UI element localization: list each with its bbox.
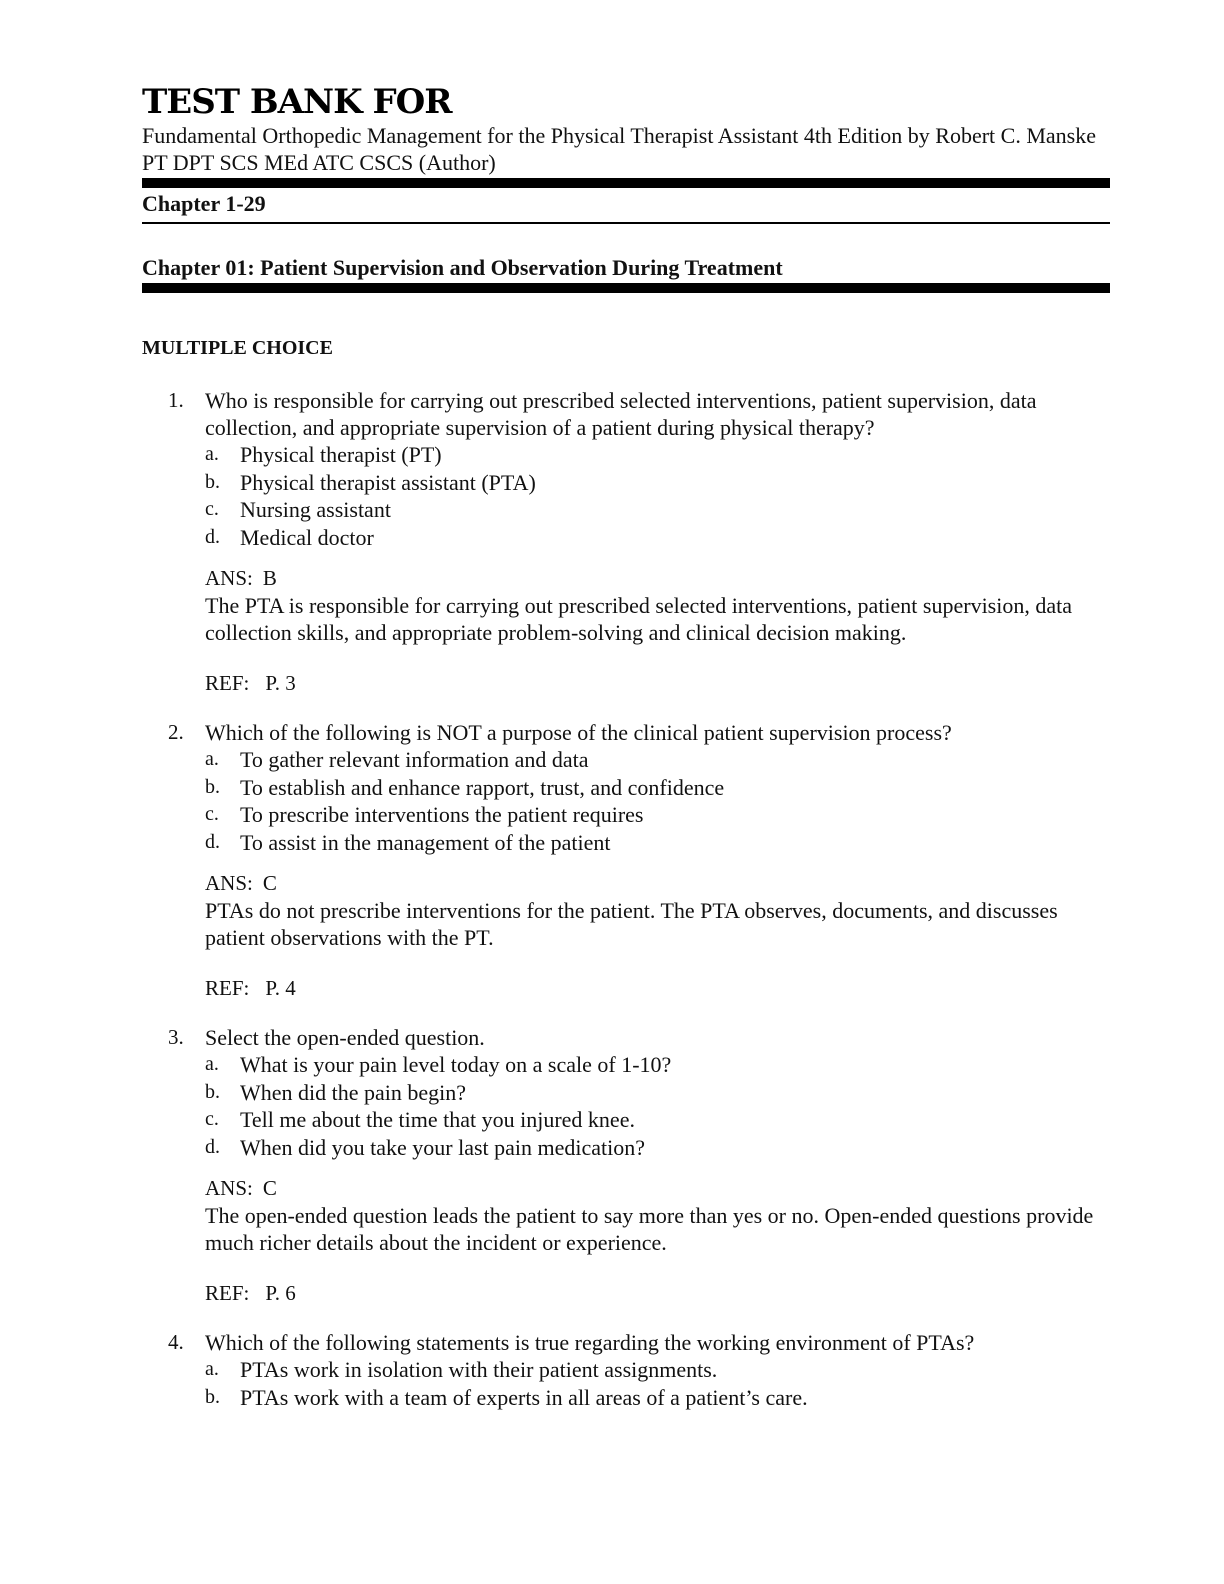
- answer-key: [205, 1175, 1110, 1202]
- option-text: Physical therapist (PT): [240, 442, 442, 467]
- question-number: 3.: [168, 1025, 184, 1049]
- header-rule: [142, 178, 1110, 188]
- answer-option: [205, 441, 1110, 469]
- option-text: When did you take your last pain medication?: [240, 1134, 646, 1160]
- answer-key: [205, 565, 1110, 592]
- option-letter: a.: [205, 1053, 219, 1075]
- question-text: Who is responsible for carrying out prescribed selected interventions, patient supervision, data collection, and appropriate supervision of a patient during physical therapy?: [205, 388, 1037, 440]
- option-letter: d.: [205, 830, 220, 853]
- option-letter: d.: [205, 525, 220, 548]
- option-letter: b.: [205, 775, 220, 798]
- reference-label: REF:: [205, 1281, 250, 1305]
- answer-option: [205, 1356, 1110, 1384]
- question-number: 1.: [168, 388, 184, 412]
- question-item: [142, 1024, 1110, 1307]
- option-text: To establish and enhance rapport, trust, and confidence: [240, 774, 725, 800]
- answer-option: [205, 1384, 1110, 1412]
- option-letter: c.: [205, 1108, 219, 1130]
- answer-option: [205, 1134, 1110, 1162]
- answer-value: C: [262, 1176, 277, 1200]
- option-text: PTAs work in isolation with their patient assignments.: [240, 1357, 718, 1382]
- reference-label: REF:: [205, 671, 250, 695]
- page-reference: [205, 975, 1110, 1002]
- option-letter: d.: [205, 1135, 220, 1158]
- answer-option: [205, 1079, 1110, 1107]
- answer-option: [205, 524, 1110, 552]
- option-list: [205, 1051, 1110, 1161]
- answer-option: [205, 774, 1110, 802]
- option-list: [205, 746, 1110, 856]
- chapter-title-rule: [142, 283, 1110, 293]
- question-item: [142, 1329, 1110, 1411]
- option-letter: a.: [205, 748, 219, 770]
- option-letter: b.: [205, 1385, 220, 1408]
- page-reference: [205, 1280, 1110, 1307]
- answer-option: [205, 801, 1110, 829]
- option-letter: c.: [205, 803, 219, 825]
- answer-option: [205, 1051, 1110, 1079]
- answer-option: [205, 1106, 1110, 1134]
- option-letter: b.: [205, 1080, 220, 1103]
- chapter-range-rule: [142, 222, 1110, 224]
- option-letter: a.: [205, 1358, 219, 1380]
- question-text: Select the open-ended question.: [205, 1025, 485, 1050]
- question-text: Which of the following is NOT a purpose of the clinical patient supervision process?: [205, 720, 952, 745]
- option-text: To assist in the management of the patient: [240, 829, 611, 855]
- option-text: Medical doctor: [240, 524, 374, 550]
- answer-option: [205, 469, 1110, 497]
- answer-value: C: [262, 871, 277, 895]
- brand-heading: TEST BANK FOR: [142, 82, 452, 122]
- book-title: Fundamental Orthopedic Management for the Physical Therapist Assistant 4th Edition by Robert C. Manske PT DPT SCS MEd ATC CSCS (Author): [142, 123, 1096, 175]
- question-text: Which of the following statements is true regarding the working environment of PTAs?: [205, 1330, 975, 1355]
- answer-rationale: PTAs do not prescribe interventions for the patient. The PTA observes, documents, and discusses patient observations with the PT.: [205, 898, 1058, 950]
- answer-label: ANS:: [205, 871, 253, 895]
- option-list: [205, 441, 1110, 551]
- reference-value: P. 6: [265, 1281, 296, 1305]
- reference-label: REF:: [205, 976, 250, 1000]
- question-item: [142, 387, 1110, 697]
- answer-option: [205, 746, 1110, 774]
- option-list: [205, 1356, 1110, 1411]
- document-page: [142, 82, 1110, 1433]
- page-reference: [205, 670, 1110, 697]
- option-text: Nursing assistant: [240, 497, 391, 522]
- answer-rationale: The PTA is responsible for carrying out prescribed selected interventions, patient supervision, data collection skills, and appropriate problem-solving and clinical decision making.: [205, 593, 1073, 645]
- option-text: What is your pain level today on a scale of 1-10?: [240, 1052, 672, 1077]
- answer-label: ANS:: [205, 1176, 253, 1200]
- section-heading: MULTIPLE CHOICE: [142, 337, 333, 359]
- answer-rationale: The open-ended question leads the patient to say more than yes or no. Open-ended questions provide much richer details about the incident or experience.: [205, 1203, 1094, 1255]
- option-text: Physical therapist assistant (PTA): [240, 469, 536, 495]
- option-letter: a.: [205, 443, 219, 465]
- option-text: To prescribe interventions the patient requires: [240, 802, 644, 827]
- chapter-title: Chapter 01: Patient Supervision and Observation During Treatment: [142, 255, 783, 280]
- answer-option: [205, 496, 1110, 524]
- question-list: [142, 387, 1110, 1411]
- question-number: 4.: [168, 1330, 184, 1354]
- option-text: Tell me about the time that you injured knee.: [240, 1107, 635, 1132]
- question-item: [142, 719, 1110, 1002]
- option-text: To gather relevant information and data: [240, 747, 589, 772]
- option-text: PTAs work with a team of experts in all areas of a patient’s care.: [240, 1384, 808, 1410]
- reference-value: P. 4: [265, 976, 296, 1000]
- answer-option: [205, 829, 1110, 857]
- question-number: 2.: [168, 720, 184, 744]
- answer-value: B: [262, 566, 277, 590]
- chapter-range: Chapter 1-29: [142, 191, 266, 216]
- reference-value: P. 3: [265, 671, 296, 695]
- answer-key: [205, 870, 1110, 897]
- option-letter: c.: [205, 498, 219, 520]
- option-text: When did the pain begin?: [240, 1079, 467, 1105]
- answer-label: ANS:: [205, 566, 253, 590]
- option-letter: b.: [205, 470, 220, 493]
